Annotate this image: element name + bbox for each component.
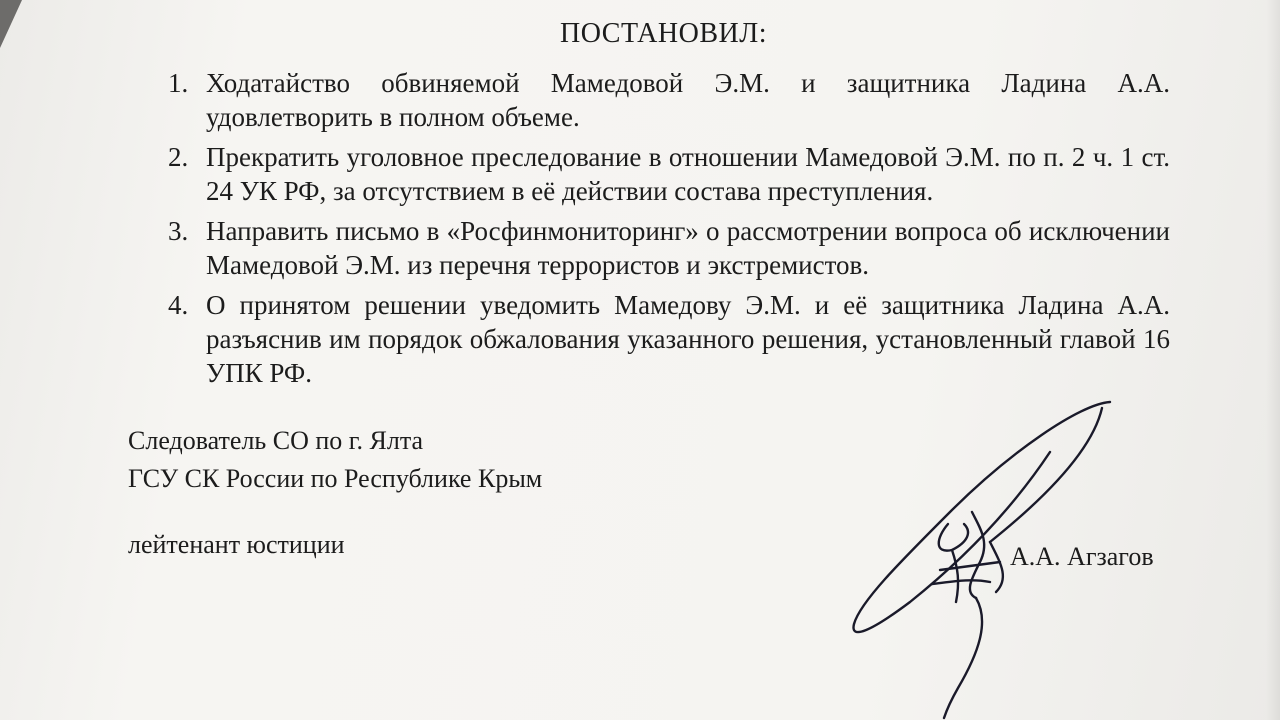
resolution-item	[168, 66, 1170, 134]
item-number: 3.	[168, 216, 189, 246]
signatory-name: А.А. Агзагов	[1010, 542, 1154, 571]
item-text: Ходатайство обвиняемой Мамедовой Э.М. и защитника Ладина А.А. удовлетворить в полном объеме.	[206, 68, 1170, 132]
item-number: 4.	[168, 290, 189, 320]
page-corner-shadow	[0, 0, 22, 48]
page-edge-shadow	[1266, 0, 1280, 720]
item-text: Направить письмо в «Росфинмониторинг» о рассмотрении вопроса об исключении Мамедовой Э.М. из перечня террористов и экстремистов.	[206, 216, 1170, 280]
item-number: 2.	[168, 142, 189, 172]
resolution-item	[168, 214, 1170, 282]
signatory-rank: лейтенант юстиции	[128, 530, 345, 559]
resolution-item	[168, 288, 1170, 390]
signatory-position-line2: ГСУ СК России по Республике Крым	[128, 464, 543, 493]
document-heading: ПОСТАНОВИЛ:	[560, 18, 767, 49]
resolution-item	[168, 140, 1170, 208]
item-text: Прекратить уголовное преследование в отношении Мамедовой Э.М. по п. 2 ч. 1 ст. 24 УК РФ, за отсутствием в её действии состава преступления.	[206, 142, 1170, 206]
item-number: 1.	[168, 68, 189, 98]
signatory-position-line1: Следователь СО по г. Ялта	[128, 426, 424, 455]
item-text: О принятом решении уведомить Мамедову Э.М. и её защитника Ладина А.А. разъяснив им порядок обжалования указанного решения, установленный главой 16 УПК РФ.	[206, 290, 1170, 388]
